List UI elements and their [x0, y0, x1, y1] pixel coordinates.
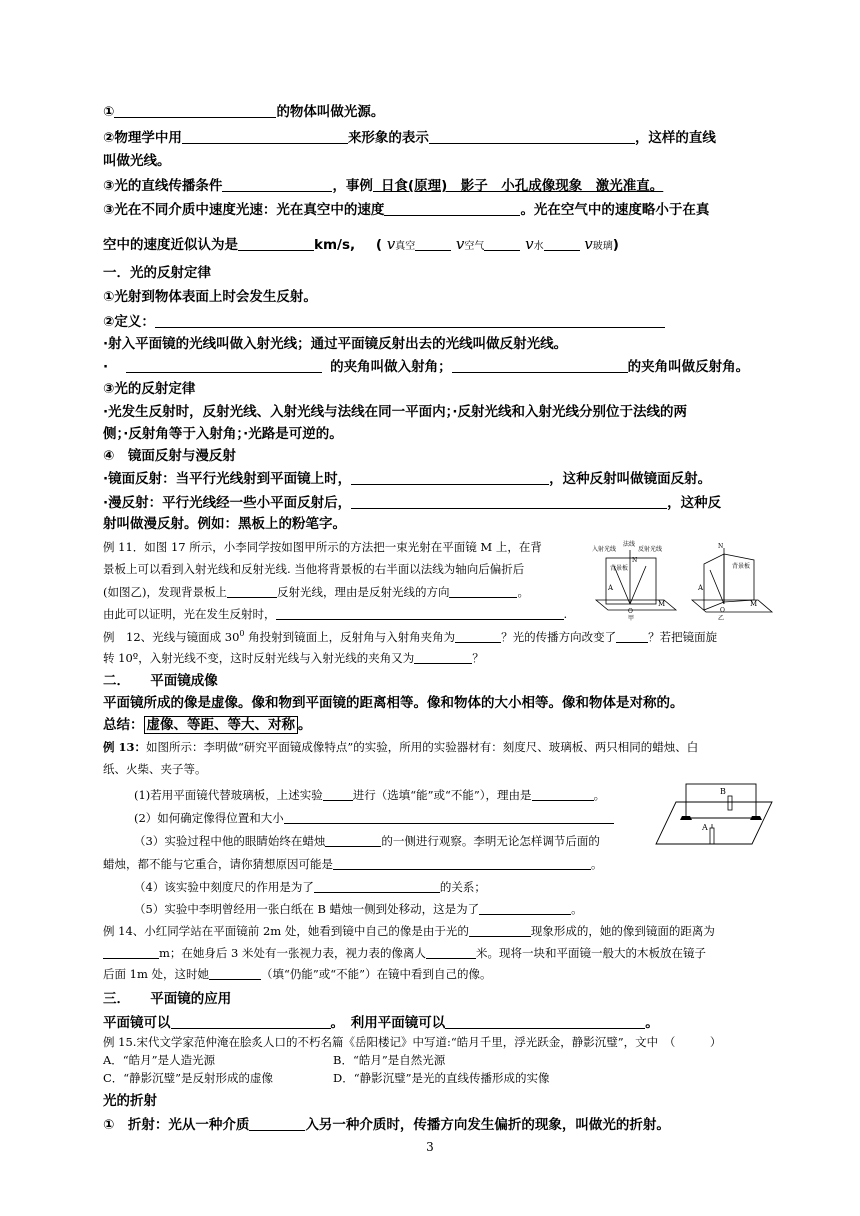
text: ②物理学中用: [103, 130, 182, 146]
text: 平面镜所成的像是虚像。像和物到平面镜的距离相等。像和物体的大小相等。像和物体是对称的。: [103, 695, 684, 711]
velocity-symbol: v: [525, 235, 534, 253]
subscript: 水: [533, 241, 544, 252]
label-M: M: [658, 600, 666, 608]
text: ④ 镜面反射与漫反射: [103, 448, 236, 464]
text: 。 利用平面镜可以: [330, 1015, 446, 1031]
label-A: A: [698, 584, 704, 592]
question-5: [134, 902, 583, 917]
paren: (: [375, 237, 383, 253]
text: 一．光的反射定律: [103, 265, 211, 281]
example-label: 例 13：: [103, 740, 147, 754]
text: 例 12、光线与镜面成 30: [103, 629, 240, 644]
example-12-line: [103, 629, 717, 645]
blank-line: [114, 103, 276, 118]
example-14-line: [103, 967, 492, 982]
text: ·: [103, 359, 109, 375]
label-A: A: [608, 584, 614, 592]
label-incident: 入射光线: [592, 546, 617, 553]
text: 叫做光线。: [103, 153, 171, 169]
velocity-symbol: v: [584, 235, 593, 253]
text: 三． 平面镜的应用: [103, 991, 232, 1007]
text: 。光在空气中的速度略小于在真: [520, 202, 710, 218]
paren: ): [612, 237, 619, 253]
blank-line: [351, 494, 667, 509]
question-4: [134, 880, 486, 895]
board-left-half: [704, 554, 724, 610]
text: 侧；·反射角等于入射角；·光路是可逆的。: [103, 426, 343, 442]
blank-line: [452, 358, 628, 373]
angle-line: [103, 358, 749, 375]
text: ·射入平面镜的光线叫做入射光线；通过平面镜反射出去的光线叫做反射光线。: [103, 336, 568, 352]
text: C．“静影沉璧”是反射形成的虚像: [103, 1071, 274, 1085]
text: 纸、火柴、夹子等。: [103, 762, 207, 776]
unit: km/s,: [314, 237, 356, 253]
subheading: [103, 448, 236, 464]
examples-text: 日食(原理) 影子 小孔成像现象 激光准直。: [380, 178, 664, 194]
text: 光的折射: [103, 1093, 157, 1109]
example-14-line: [103, 946, 706, 961]
blank-line: [323, 788, 353, 801]
text-line: [103, 153, 171, 169]
label-M: M: [750, 600, 758, 608]
section-heading: [103, 673, 218, 689]
speed-compare-line: [103, 235, 619, 253]
summary-line: [103, 717, 312, 733]
text-line: [103, 404, 687, 420]
text: ③光在不同介质中速度光速：光在真空中的速度: [103, 202, 385, 218]
label-normal: 法线: [623, 541, 636, 548]
text: 米。现将一块和平面镜一般大的木板放在镜子: [476, 946, 707, 960]
text: 例 15.宋代文学家范仲淹在脍炙人口的不朽名篇《岳阳楼记》中写道:“皓月千里，浮光跃金，静影沉璧”，文中 （ ）: [103, 1035, 722, 1049]
blank-line: [227, 585, 277, 598]
example-14-line: [103, 924, 715, 939]
text: ，这种反: [667, 495, 722, 511]
text: (1)若用平面镜代替玻璃板，上述实验: [134, 788, 323, 802]
velocity-symbol: v: [386, 235, 396, 253]
speed-line: [103, 201, 709, 218]
text-line: [103, 516, 346, 532]
blank-line: [445, 1014, 645, 1029]
blank-line: [426, 946, 476, 959]
candle-A: [710, 828, 714, 844]
subscript: 空气: [464, 241, 485, 252]
text: 现象形成的，她的像到镜面的距离为: [530, 924, 715, 938]
section-heading: [103, 1093, 157, 1109]
blank-line: [276, 607, 564, 620]
blank-line: [222, 177, 332, 192]
example-13-line: [103, 763, 207, 777]
text: 反射光线，理由是反射光线的方向: [276, 585, 450, 599]
text: 的夹角叫做反射角。: [627, 359, 750, 375]
text-line: [103, 336, 567, 352]
light-source-line: [103, 103, 384, 120]
text: .: [563, 607, 568, 621]
label-N: N: [718, 543, 724, 550]
text: ，事例: [332, 178, 373, 194]
reflection-experiment-figure: [592, 540, 776, 622]
diffuse-line: [103, 494, 721, 511]
text: 景板上可以看到入射光线和反射光线. 当他将背景板的右半面以法线为轴向后偏折后: [103, 562, 525, 576]
label-O: O: [628, 608, 633, 615]
option-A: [103, 1054, 215, 1068]
example-13-line: [103, 741, 698, 755]
light-ray-line: [103, 129, 716, 146]
text: 的一侧进行观察。李明无论怎样调节后面的: [381, 834, 600, 848]
text: ·镜面反射：当平行光线射到平面镜上时，: [103, 471, 352, 487]
text: ③光的直线传播条件: [103, 178, 223, 194]
text: 入另一种介质时，传播方向发生偏折的现象，叫做光的折射。: [305, 1117, 670, 1133]
blank-line: [171, 1014, 331, 1029]
question-3-cont: [103, 857, 603, 872]
text: D．“静影沉璧”是光的直线传播形成的实像: [333, 1071, 550, 1085]
text: ？若把镜面旋: [648, 629, 718, 644]
text: 的夹角叫做入射角；: [330, 359, 452, 375]
text: m；在她身后 3 米处有一张视力表，视力表的像离人: [159, 946, 427, 960]
blank-line: [415, 236, 451, 251]
text: 。: [645, 1015, 659, 1031]
text: 总结：: [103, 717, 144, 733]
label-B: B: [720, 787, 726, 796]
section-heading: [103, 265, 211, 281]
item-number: ①: [103, 104, 115, 120]
question-1: [134, 788, 605, 803]
text: 。: [591, 857, 603, 871]
text-line: [103, 426, 343, 442]
text: ？光的传播方向改变了: [501, 629, 617, 644]
plane-mirror-experiment-figure: [656, 772, 776, 854]
example-11-line: [103, 585, 529, 600]
blank-line: [384, 201, 520, 216]
blank-line: [103, 946, 159, 959]
section-heading: [103, 991, 231, 1007]
blank-line: [249, 1116, 305, 1131]
label-reflected: 反射光线: [638, 546, 663, 553]
board-right-half: [724, 554, 754, 602]
label-A: A: [702, 823, 708, 832]
blank-line: [238, 236, 314, 251]
text: ，这样的直线: [634, 130, 716, 146]
blank-line: [469, 924, 531, 937]
text: 空中的速度近似认为是: [103, 237, 238, 253]
blank-line: [333, 857, 591, 870]
example-11-line: [103, 607, 567, 622]
text: 由此可以证明，光在发生反射时，: [103, 607, 276, 621]
text: ③光的反射定律: [103, 381, 196, 397]
text: (如图乙)，发现背景板上: [103, 585, 227, 599]
text: ②定义：: [103, 314, 155, 330]
text: （3）实验过程中他的眼睛始终在蜡烛: [134, 834, 326, 848]
question-2: [134, 811, 614, 826]
question-3: [134, 834, 600, 849]
definition-line: [103, 313, 665, 330]
propagation-line: [103, 177, 663, 194]
text: 的物体叫做光源。: [276, 104, 385, 120]
text: 射叫做漫反射。例如：黑板上的粉笔字。: [103, 516, 346, 532]
blank-line: [155, 313, 665, 328]
text: (2）如何确定像得位置和大小: [134, 811, 284, 825]
label-O: O: [720, 607, 725, 614]
caption-jia: 甲: [628, 615, 635, 622]
option-D: [333, 1072, 549, 1086]
text: （填“仍能”或“不能”）在镜中看到自己的像。: [261, 967, 492, 981]
mirror-use-line: [103, 1014, 659, 1031]
text: 。: [517, 585, 529, 599]
incident-ray: [710, 570, 724, 604]
option-C: [103, 1072, 273, 1086]
text: 转 10º，入射光线不变，这时反射光线与入射光线的夹角又为: [103, 651, 415, 665]
text: ·光发生反射时，反射光线、入射光线与法线在同一平面内；·反射光线和入射光线分别位于法线的两: [103, 404, 688, 420]
degree-superscript: 0: [239, 629, 245, 638]
text: 来形象的表示: [347, 130, 429, 146]
example-11-line: [103, 563, 524, 577]
text: 后面 1m 处，这时她: [103, 967, 210, 981]
text: 平面镜可以: [103, 1015, 171, 1031]
text: ，这种反射叫做镜面反射。: [549, 471, 712, 487]
reflected-ray: [630, 566, 646, 604]
figure-right: [692, 543, 772, 622]
text: 例 11．如图 17 所示，小李同学按如图甲所示的方法把一束光射在平面镜 M 上，在背: [103, 540, 542, 554]
blank-line: [325, 834, 381, 847]
text: ① 折射：光从一种介质: [103, 1117, 250, 1133]
example-15-line: [103, 1036, 721, 1050]
text: （4）该实验中刻度尺的作用是为了: [134, 880, 314, 894]
blank-line: [544, 236, 580, 251]
blank-line: [479, 902, 571, 915]
text: 蜡烛，都不能与它重合，请你猜想原因可能是: [103, 857, 333, 871]
blank-line: [314, 880, 440, 893]
example-12-line: [103, 651, 484, 666]
text: 角投射到镜面上，反射角与入射角夹角为: [244, 629, 456, 644]
label-N: N: [632, 557, 638, 564]
blank-line: [126, 358, 322, 373]
text: 的关系；: [439, 880, 486, 894]
option-B: [333, 1054, 445, 1068]
candle-B: [728, 796, 732, 810]
text: 例 14、小红同学站在平面镜前 2m 处，她看到镜中自己的像是由于光的: [103, 924, 469, 938]
text: B．“皓月”是自然光源: [333, 1053, 446, 1067]
text: （5）实验中李明曾经用一张白纸在 B 蜡烛一侧到处移动，这是为了: [134, 902, 480, 916]
text: ？: [472, 651, 484, 665]
text: 。: [298, 717, 312, 733]
text-line: [103, 289, 317, 305]
refraction-line: [103, 1116, 670, 1133]
text-line: [103, 695, 684, 711]
blank-line: [209, 967, 261, 980]
figure-left: [592, 540, 676, 622]
text-line: [103, 381, 195, 397]
blank-line: [284, 811, 614, 824]
text: 二． 平面镜成像: [103, 673, 218, 689]
clip-left: [680, 816, 692, 820]
text: 。: [571, 902, 583, 916]
label-board: 背景板: [610, 565, 629, 572]
text: 进行（选填“能”或“不能”），理由是: [352, 788, 532, 802]
blank-line: [449, 585, 517, 598]
blank-line: [484, 236, 520, 251]
text: 如图所示：李明做“研究平面镜成像特点”的实验，所用的实验器材有：刻度尺、玻璃板、两只相同的蜡烛、白: [146, 740, 699, 754]
clip-right: [750, 816, 762, 820]
example-11-line: [103, 541, 542, 555]
blank-line: [532, 788, 594, 801]
text: A．“皓月”是人造光源: [103, 1053, 216, 1067]
blank-line: [182, 129, 348, 144]
blank-line: [429, 129, 635, 144]
text: 。: [593, 788, 606, 802]
blank-line: [373, 177, 381, 192]
summary-box: 虚像、等距、等大、对称: [144, 716, 299, 734]
text: ①光射到物体表面上时会发生反射。: [103, 289, 317, 305]
blank-line: [455, 630, 501, 643]
blank-line: [414, 651, 472, 664]
velocity-symbol: v: [455, 235, 465, 253]
label-board: 背景板: [732, 563, 751, 570]
blank-line: [616, 630, 648, 643]
subscript: 真空: [395, 241, 416, 252]
subscript: 玻璃: [592, 241, 613, 252]
caption-yi: 乙: [718, 615, 725, 622]
text: ·漫反射：平行光线经一些小平面反射后，: [103, 495, 352, 511]
page-number: 3: [426, 1140, 434, 1154]
specular-line: [103, 470, 711, 487]
blank-line: [351, 470, 549, 485]
